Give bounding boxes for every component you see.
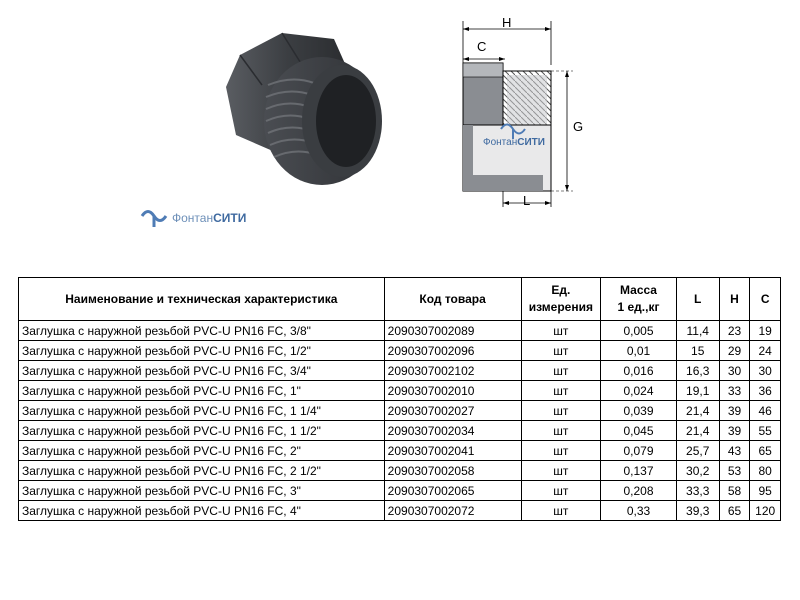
cell-h: 53 — [719, 461, 750, 481]
cell-c: 95 — [750, 481, 781, 501]
cell-name: Заглушка с наружной резьбой PVC-U PN16 FC, 3/8" — [19, 321, 385, 341]
cell-code: 2090307002027 — [384, 401, 521, 421]
cell-h: 65 — [719, 501, 750, 521]
table-row — [19, 421, 781, 441]
cell-mass: 0,33 — [601, 501, 677, 521]
cell-c: 80 — [750, 461, 781, 481]
table-row — [19, 341, 781, 361]
spec-table — [18, 277, 781, 521]
cell-l: 21,4 — [676, 421, 719, 441]
cell-h: 39 — [719, 401, 750, 421]
cell-c: 30 — [750, 361, 781, 381]
cell-l: 33,3 — [676, 481, 719, 501]
table-header-row — [19, 278, 781, 321]
cell-c: 46 — [750, 401, 781, 421]
table-row — [19, 501, 781, 521]
cell-unit: шт — [521, 461, 601, 481]
logo-icon — [140, 208, 168, 228]
cell-mass: 0,01 — [601, 341, 677, 361]
cell-c: 120 — [750, 501, 781, 521]
cell-code: 2090307002089 — [384, 321, 521, 341]
table-row — [19, 321, 781, 341]
cell-code: 2090307002102 — [384, 361, 521, 381]
cell-l: 19,1 — [676, 381, 719, 401]
table-row — [19, 461, 781, 481]
cell-h: 58 — [719, 481, 750, 501]
table-row — [19, 401, 781, 421]
cell-unit: шт — [521, 321, 601, 341]
cell-l: 21,4 — [676, 401, 719, 421]
cell-h: 33 — [719, 381, 750, 401]
cell-name: Заглушка с наружной резьбой PVC-U PN16 FC, 2 1/2" — [19, 461, 385, 481]
cell-c: 19 — [750, 321, 781, 341]
brand-logo — [140, 207, 246, 229]
cell-name: Заглушка с наружной резьбой PVC-U PN16 FC, 4" — [19, 501, 385, 521]
cell-l: 25,7 — [676, 441, 719, 461]
cell-c: 55 — [750, 421, 781, 441]
cell-name: Заглушка с наружной резьбой PVC-U PN16 FC, 1 1/4" — [19, 401, 385, 421]
cell-c: 65 — [750, 441, 781, 461]
dimension-c-label: C — [477, 39, 487, 54]
cell-c: 36 — [750, 381, 781, 401]
cell-mass: 0,045 — [601, 421, 677, 441]
header-h: H — [719, 278, 750, 321]
cell-code: 2090307002058 — [384, 461, 521, 481]
cell-l: 30,2 — [676, 461, 719, 481]
table-row — [19, 361, 781, 381]
cell-mass: 0,016 — [601, 361, 677, 381]
cell-unit: шт — [521, 501, 601, 521]
cell-name: Заглушка с наружной резьбой PVC-U PN16 FC, 1/2" — [19, 341, 385, 361]
cell-h: 30 — [719, 361, 750, 381]
cell-h: 23 — [719, 321, 750, 341]
cell-c: 24 — [750, 341, 781, 361]
cell-h: 39 — [719, 421, 750, 441]
logo-text-b: СИТИ — [213, 211, 247, 225]
cell-unit: шт — [521, 401, 601, 421]
technical-drawing — [455, 15, 595, 210]
cell-unit: шт — [521, 421, 601, 441]
cell-mass: 0,208 — [601, 481, 677, 501]
cell-code: 2090307002034 — [384, 421, 521, 441]
product-photo — [222, 25, 390, 190]
header-c: C — [750, 278, 781, 321]
header-name: Наименование и техническая характеристика — [19, 278, 385, 321]
cell-l: 39,3 — [676, 501, 719, 521]
cell-mass: 0,005 — [601, 321, 677, 341]
cell-mass: 0,079 — [601, 441, 677, 461]
cell-name: Заглушка с наружной резьбой PVC-U PN16 FC, 3/4" — [19, 361, 385, 381]
header-unit: Ед. измерения — [521, 278, 601, 321]
cell-name: Заглушка с наружной резьбой PVC-U PN16 FC, 3" — [19, 481, 385, 501]
cell-unit: шт — [521, 481, 601, 501]
cell-code: 2090307002065 — [384, 481, 521, 501]
cell-name: Заглушка с наружной резьбой PVC-U PN16 FC, 1 1/2" — [19, 421, 385, 441]
cell-code: 2090307002096 — [384, 341, 521, 361]
cell-mass: 0,137 — [601, 461, 677, 481]
cell-l: 11,4 — [676, 321, 719, 341]
header-code: Код товара — [384, 278, 521, 321]
cell-code: 2090307002072 — [384, 501, 521, 521]
cell-l: 15 — [676, 341, 719, 361]
cell-h: 43 — [719, 441, 750, 461]
cell-unit: шт — [521, 361, 601, 381]
cell-unit: шт — [521, 381, 601, 401]
cell-h: 29 — [719, 341, 750, 361]
table-row — [19, 381, 781, 401]
header-l: L — [676, 278, 719, 321]
table-row — [19, 481, 781, 501]
cell-code: 2090307002010 — [384, 381, 521, 401]
dimension-l-label: L — [523, 193, 531, 208]
cell-name: Заглушка с наружной резьбой PVC-U PN16 FC, 1" — [19, 381, 385, 401]
cell-unit: шт — [521, 441, 601, 461]
table-row — [19, 441, 781, 461]
drawing-watermark: ФонтанСИТИ — [483, 137, 545, 148]
cell-l: 16,3 — [676, 361, 719, 381]
cell-code: 2090307002041 — [384, 441, 521, 461]
dimension-g-label: G — [573, 119, 584, 134]
cell-unit: шт — [521, 341, 601, 361]
cell-name: Заглушка с наружной резьбой PVC-U PN16 FC, 2" — [19, 441, 385, 461]
cell-mass: 0,039 — [601, 401, 677, 421]
cell-mass: 0,024 — [601, 381, 677, 401]
header-mass: Масса 1 ед.,кг — [601, 278, 677, 321]
drawing-svg — [455, 15, 595, 210]
dimension-h-label: H — [502, 15, 512, 30]
logo-text-a: Фонтан — [172, 211, 214, 225]
